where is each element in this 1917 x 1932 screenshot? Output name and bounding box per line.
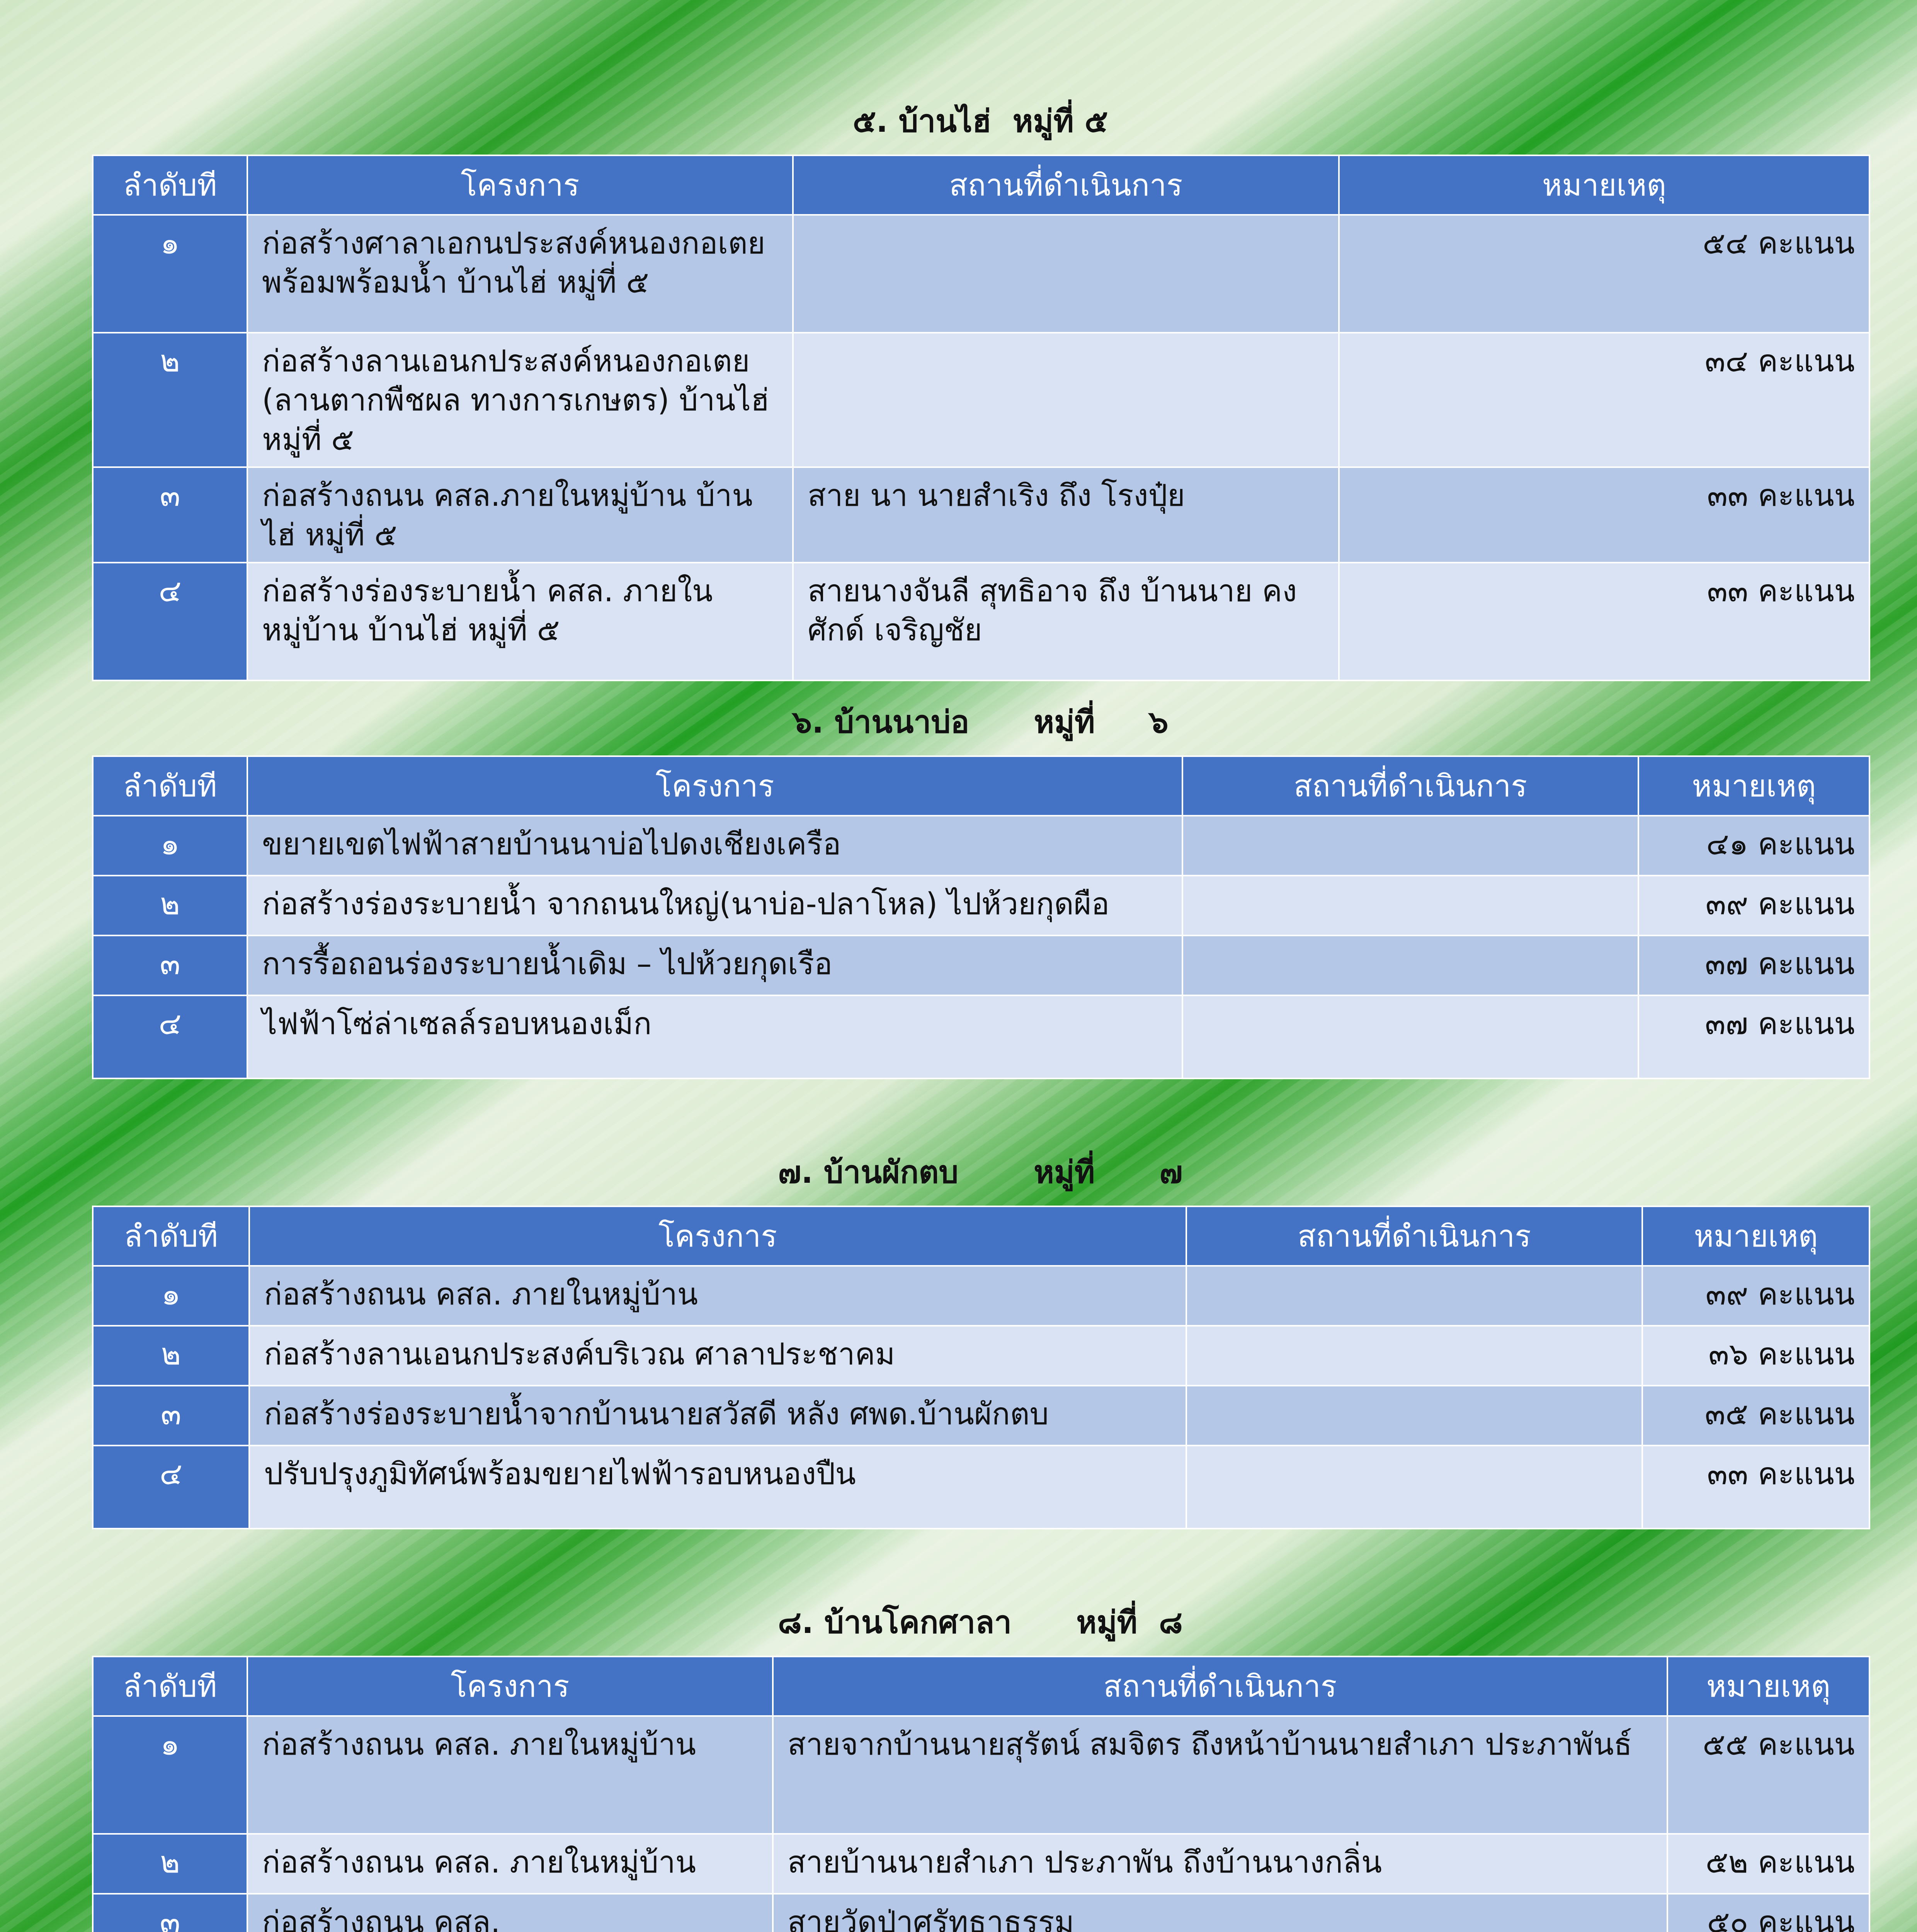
table-row bbox=[93, 563, 1869, 680]
row-number: ๓ bbox=[93, 1386, 249, 1446]
row-number: ๑ bbox=[93, 1716, 247, 1834]
row-number: ๓ bbox=[93, 467, 247, 563]
row-location bbox=[1186, 1326, 1642, 1386]
section-title: ๘. บ้านโคกศาลา หมู่ที่ ๘ bbox=[778, 1604, 1183, 1640]
header-location: สถานที่ดำเนินการ bbox=[773, 1656, 1667, 1716]
row-remark: ๓๙ คะแนน bbox=[1638, 876, 1869, 935]
row-remark: ๕๐ คะแนน bbox=[1667, 1894, 1869, 1932]
table-row bbox=[93, 1894, 1869, 1932]
table-row bbox=[93, 1386, 1869, 1446]
row-number: ๑ bbox=[93, 816, 247, 876]
row-location: สายวัดป่าศรัทธาธรรม bbox=[773, 1894, 1667, 1932]
row-remark: ๓๙ คะแนน bbox=[1642, 1266, 1869, 1326]
row-number: ๓ bbox=[93, 1894, 247, 1932]
header-no: ลำดับที bbox=[93, 756, 247, 816]
header-project: โครงการ bbox=[247, 1656, 773, 1716]
section-title: ๗. บ้านผักตบ หมู่ที่ ๗ bbox=[778, 1154, 1183, 1190]
row-number: ๒ bbox=[93, 1834, 247, 1894]
section-title: ๕. บ้านไฮ่ หมู่ที่ ๕ bbox=[852, 103, 1108, 139]
row-location: สายบ้านนายสำเภา ประภาพัน ถึงบ้านนางกลิ่น bbox=[773, 1834, 1667, 1894]
header-remark: หมายเหตุ bbox=[1667, 1656, 1869, 1716]
row-project: ปรับปรุงภูมิทัศน์พร้อมขยายไฟฟ้ารอบหนองปืน bbox=[249, 1446, 1186, 1529]
row-remark: ๓๓ คะแนน bbox=[1642, 1446, 1869, 1529]
table-header-row bbox=[93, 1206, 1869, 1266]
table-row bbox=[93, 816, 1869, 876]
row-remark: ๕๔ คะแนน bbox=[1339, 215, 1869, 333]
row-project: ก่อสร้างถนน คสล. ภายในหมู่บ้าน bbox=[247, 1834, 773, 1894]
row-remark: ๕๕ คะแนน bbox=[1667, 1716, 1869, 1834]
row-location bbox=[1186, 1386, 1642, 1446]
header-location: สถานที่ดำเนินการ bbox=[1186, 1206, 1642, 1266]
header-remark: หมายเหตุ bbox=[1642, 1206, 1869, 1266]
row-project: ก่อสร้างศาลาเอกนประสงค์หนองกอเตยพร้อมพร้อมน้ำ บ้านไฮ่ หมู่ที่ ๕ bbox=[247, 215, 793, 333]
table-header-row bbox=[93, 155, 1869, 215]
header-remark: หมายเหตุ bbox=[1339, 155, 1869, 215]
row-project: การรื้อถอนร่องระบายน้ำเดิม – ไปห้วยกุดเรือ bbox=[247, 935, 1182, 995]
header-no: ลำดับที bbox=[93, 155, 247, 215]
row-project: ขยายเขตไฟฟ้าสายบ้านนาบ่อไปดงเชียงเครือ bbox=[247, 816, 1182, 876]
table-row bbox=[93, 995, 1869, 1078]
table-header-row bbox=[93, 756, 1869, 816]
table-row bbox=[93, 1326, 1869, 1386]
row-number: ๑ bbox=[93, 1266, 249, 1326]
table-row bbox=[93, 1834, 1869, 1894]
section-title: ๖. บ้านนาบ่อ หมู่ที่ ๖ bbox=[792, 704, 1169, 740]
project-table bbox=[92, 155, 1870, 681]
table-row bbox=[93, 1266, 1869, 1326]
row-project: ไฟฟ้าโซ่ล่าเซลล์รอบหนองเม็ก bbox=[247, 995, 1182, 1078]
row-project: ก่อสร้างถนน คสล. ภายในหมู่บ้าน bbox=[247, 1716, 773, 1834]
row-number: ๒ bbox=[93, 1326, 249, 1386]
project-table bbox=[92, 1206, 1870, 1529]
row-location bbox=[1182, 935, 1638, 995]
row-location bbox=[793, 215, 1339, 333]
header-project: โครงการ bbox=[249, 1206, 1186, 1266]
row-remark: ๓๕ คะแนน bbox=[1642, 1386, 1869, 1446]
row-project: ก่อสร้างถนน คสล. ภายในหมู่บ้าน bbox=[249, 1266, 1186, 1326]
table-header-row bbox=[93, 1656, 1869, 1716]
table-row bbox=[93, 876, 1869, 935]
row-number: ๒ bbox=[93, 876, 247, 935]
table-row bbox=[93, 333, 1869, 467]
row-location: สายนางจันลี สุทธิอาจ ถึง บ้านนาย คงศักด์ เจริญชัย bbox=[793, 563, 1339, 680]
header-no: ลำดับที bbox=[93, 1206, 249, 1266]
table-row bbox=[93, 1446, 1869, 1529]
row-project: ก่อสร้างถนน คสล.ภายในหมู่บ้าน บ้านไฮ่ หมู่ที่ ๕ bbox=[247, 467, 793, 563]
header-remark: หมายเหตุ bbox=[1638, 756, 1869, 816]
header-location: สถานที่ดำเนินการ bbox=[793, 155, 1339, 215]
row-remark: ๓๗ คะแนน bbox=[1638, 995, 1869, 1078]
row-remark: ๓๓ คะแนน bbox=[1339, 563, 1869, 680]
row-location: สาย นา นายสำเริง ถึง โรงปุ๋ย bbox=[793, 467, 1339, 563]
row-remark: ๓๖ คะแนน bbox=[1642, 1326, 1869, 1386]
row-project: ก่อสร้างร่องระบายน้ำจากบ้านนายสวัสดี หลัง ศพด.บ้านผักตบ bbox=[249, 1386, 1186, 1446]
row-project: ก่อสร้างลานเอนกประสงค์บริเวณ ศาลาประชาคม bbox=[249, 1326, 1186, 1386]
row-remark: ๓๓ คะแนน bbox=[1339, 467, 1869, 563]
project-table bbox=[92, 1656, 1870, 1932]
row-location bbox=[793, 333, 1339, 467]
project-table bbox=[92, 755, 1870, 1079]
row-number: ๒ bbox=[93, 333, 247, 467]
header-no: ลำดับที bbox=[93, 1656, 247, 1716]
table-row bbox=[93, 1716, 1869, 1834]
row-number: ๔ bbox=[93, 1446, 249, 1529]
row-project: ก่อสร้างร่องระบายน้ำ คสล. ภายในหมู่บ้าน บ้านไฮ่ หมู่ที่ ๕ bbox=[247, 563, 793, 680]
row-remark: ๓๗ คะแนน bbox=[1638, 935, 1869, 995]
table-row bbox=[93, 935, 1869, 995]
header-project: โครงการ bbox=[247, 756, 1182, 816]
row-number: ๑ bbox=[93, 215, 247, 333]
row-location bbox=[1182, 995, 1638, 1078]
header-project: โครงการ bbox=[247, 155, 793, 215]
row-remark: ๔๑ คะแนน bbox=[1638, 816, 1869, 876]
row-location bbox=[1186, 1266, 1642, 1326]
row-remark: ๓๔ คะแนน bbox=[1339, 333, 1869, 467]
row-project: ก่อสร้างร่องระบายน้ำ จากถนนใหญ่(นาบ่อ-ปลาโหล) ไปห้วยกุดผือ bbox=[247, 876, 1182, 935]
row-number: ๔ bbox=[93, 563, 247, 680]
table-row bbox=[93, 215, 1869, 333]
row-number: ๓ bbox=[93, 935, 247, 995]
row-location bbox=[1182, 816, 1638, 876]
row-location: สายจากบ้านนายสุรัตน์ สมจิตร ถึงหน้าบ้านนายสำเภา ประภาพันธ์ bbox=[773, 1716, 1667, 1834]
row-remark: ๕๒ คะแนน bbox=[1667, 1834, 1869, 1894]
table-row bbox=[93, 467, 1869, 563]
row-location bbox=[1182, 876, 1638, 935]
row-project: ก่อสร้างถนน คสล. bbox=[247, 1894, 773, 1932]
row-project: ก่อสร้างลานเอนกประสงค์หนองกอเตย (ลานตากพืชผล ทางการเกษตร) บ้านไฮ่ หมู่ที่ ๕ bbox=[247, 333, 793, 467]
row-number: ๔ bbox=[93, 995, 247, 1078]
row-location bbox=[1186, 1446, 1642, 1529]
header-location: สถานที่ดำเนินการ bbox=[1182, 756, 1638, 816]
